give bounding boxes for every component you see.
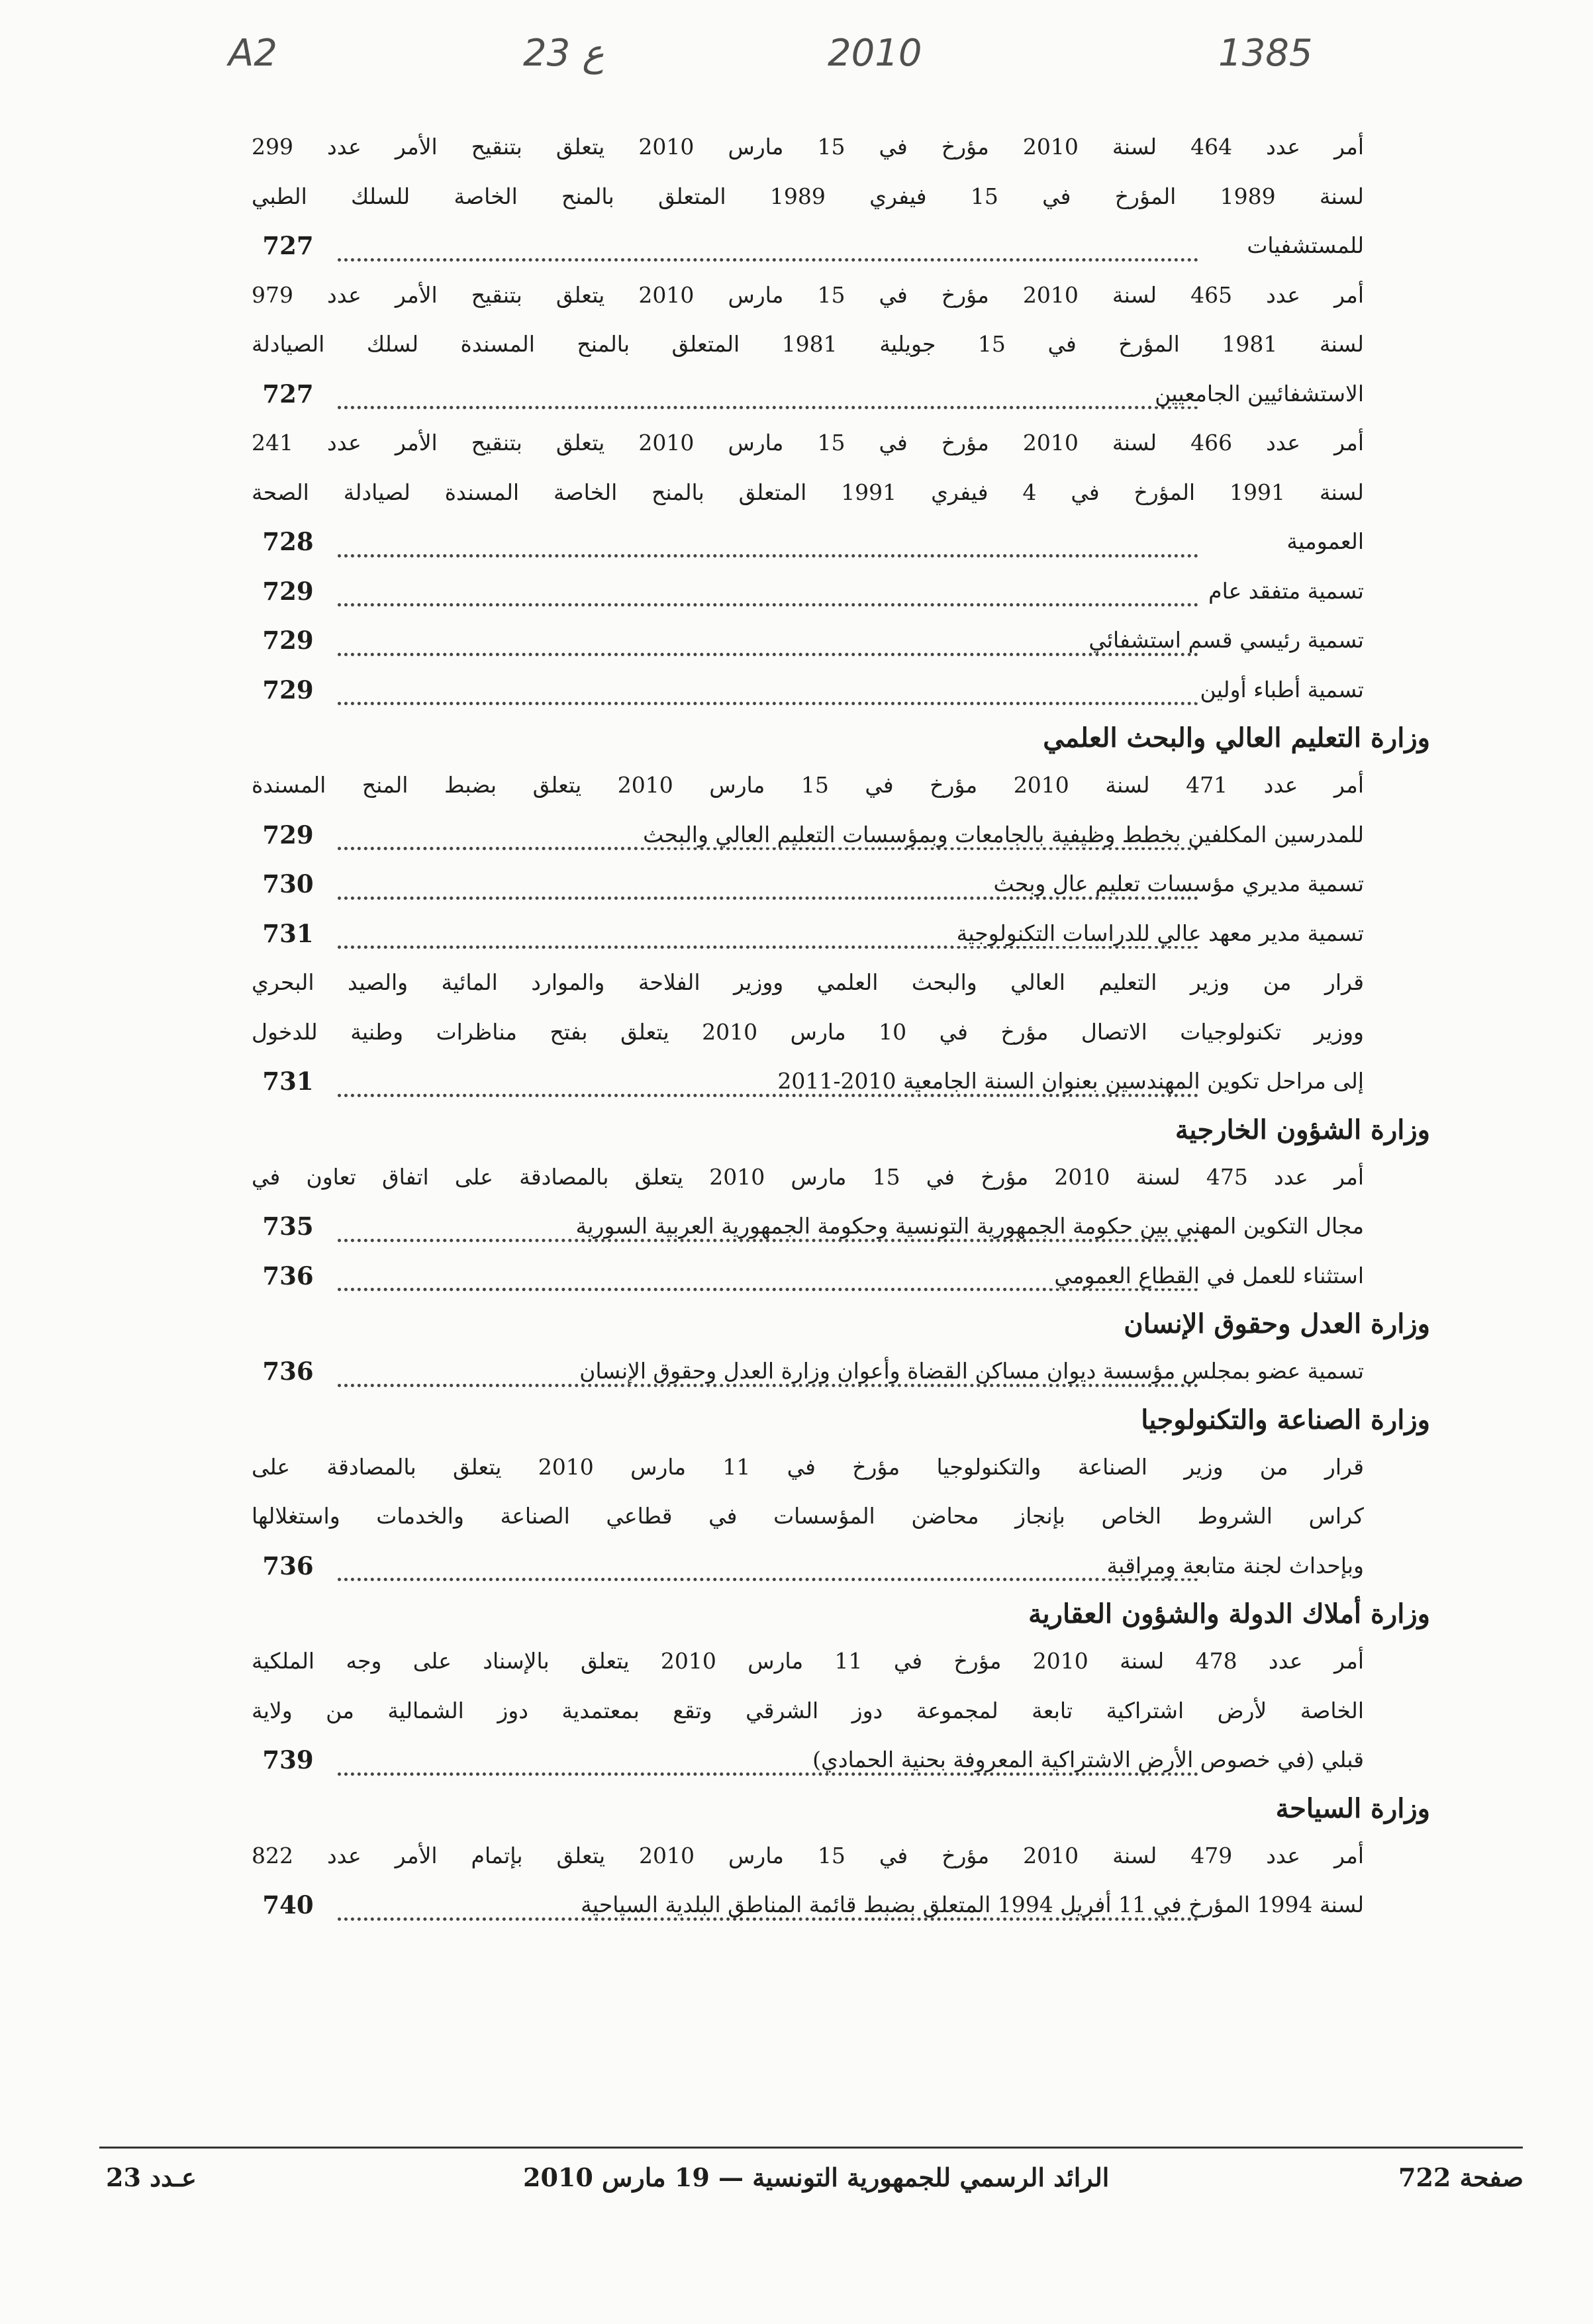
dot-leader [338, 896, 1198, 900]
toc-entry [252, 1347, 1364, 1396]
page-number: 729 [262, 820, 314, 849]
page-number: 731 [262, 918, 314, 948]
entry-line [252, 909, 1364, 959]
dot-leader [338, 1772, 1198, 1776]
entry-line: أمر عدد 464 لسنة 2010 مؤرخ في 15 مارس 2010 يتعلق بتنقيح الأمر عدد 299 [252, 134, 1364, 160]
section-title: وزارة التعليم العالي والبحث العلمي [1043, 722, 1430, 753]
entry-line [252, 369, 1364, 419]
dot-leader [338, 554, 1198, 557]
dot-leader [338, 1384, 1198, 1387]
footer-divider [99, 2147, 1523, 2149]
entry-line [252, 1202, 1364, 1251]
entry-line-text: إلى مراحل تكوين المهندسين بعنوان السنة الجامعية 2010-2011 [773, 1068, 1364, 1094]
entry-line [252, 1347, 1364, 1396]
entry-line-text: تسمية أطباء أولين [1196, 677, 1364, 702]
entry-line-text: تسمية رئيسي قسم استشفائي [1085, 627, 1364, 653]
entry-line-text: للمدرسين المكلفين بخطط وظيفية بالجامعات وبمؤسسات التعليم العالي والبحث [639, 822, 1364, 847]
page-number: 729 [262, 576, 314, 606]
page-number: 735 [262, 1212, 314, 1241]
entry-line: ووزير تكنولوجيات الاتصال مؤرخ في 10 مارس 2010 يتعلق بفتح مناظرات وطنية للدخول [252, 1018, 1364, 1045]
section-title: وزارة الصناعة والتكنولوجيا [1141, 1404, 1430, 1435]
entry-line-text: وبإحداث لجنة متابعة ومراقبة [1102, 1553, 1364, 1578]
page-number: 727 [262, 231, 314, 260]
page-number: 736 [262, 1551, 314, 1580]
toc-entry [252, 1443, 1364, 1591]
dot-leader [338, 702, 1198, 705]
entry-line [252, 1251, 1364, 1301]
footer-publication: الرائد الرسمي للجمهورية التونسية — 19 مارس 2010 [523, 2162, 1110, 2192]
entry-line-text: الاستشفائيين الجامعيين [1151, 381, 1364, 407]
entry-line-text: استثناء للعمل في القطاع العمومي [1050, 1263, 1364, 1288]
toc-entry [252, 665, 1364, 715]
entry-line [252, 1057, 1364, 1106]
entry-line-text: قبلي (في خصوص الأرض الاشتراكية المعروفة بحنية الحمادي) [808, 1747, 1364, 1772]
entry-line [252, 1735, 1364, 1785]
page-number: 736 [262, 1261, 314, 1290]
entry-line [252, 616, 1364, 665]
dot-leader [338, 1094, 1198, 1097]
page-number: 729 [262, 626, 314, 655]
entry-line-text: تسمية مدير معهد عالي للدراسات التكنولوجية [953, 920, 1364, 946]
footer-issue: عـدد 23 [106, 2162, 197, 2192]
toc-entry [252, 761, 1364, 859]
dot-leader [338, 1239, 1198, 1242]
dot-leader [338, 1578, 1198, 1581]
handwritten-note-a2: A2 [228, 32, 277, 75]
page-number: 729 [262, 675, 314, 704]
entry-line-text: تسمية متفقد عام [1204, 578, 1364, 604]
table-of-contents [252, 122, 1430, 1930]
handwritten-note-number: 1385 [1218, 32, 1313, 75]
entry-line-text: للمستشفيات [1243, 232, 1364, 258]
handwritten-note-year: 2010 [828, 32, 922, 75]
toc-entry [252, 859, 1364, 909]
page-number: 739 [262, 1745, 314, 1774]
entry-line: قرار من وزير التعليم العالي والبحث العلمي ووزير الفلاحة والموارد المائية والصيد البحري [252, 969, 1364, 995]
entry-line-text: تسمية عضو بمجلس مؤسسة ديوان مساكن القضاة وأعوان وزارة العدل وحقوق الإنسان [575, 1358, 1364, 1384]
toc-entry [252, 567, 1364, 616]
entry-line: أمر عدد 479 لسنة 2010 مؤرخ في 15 مارس 2010 يتعلق بإتمام الأمر عدد 822 [252, 1842, 1364, 1868]
entry-line: لسنة 1981 المؤرخ في 15 جويلية 1981 المتعلق بالمنح المسندة لسلك الصيادلة [252, 331, 1364, 357]
entry-line [252, 1880, 1364, 1930]
handwritten-note-issue: 23 ع [523, 32, 604, 75]
entry-line [252, 567, 1364, 616]
section-title: وزارة العدل وحقوق الإنسان [1124, 1308, 1430, 1339]
toc-entry [252, 1251, 1364, 1301]
entry-line [252, 221, 1364, 271]
entry-line-text: تسمية مديري مؤسسات تعليم عال وبحث [990, 871, 1364, 896]
dot-leader [338, 406, 1198, 409]
entry-line-text: لسنة 1994 المؤرخ في 11 أفريل 1994 المتعلق بضبط قائمة المناطق البلدية السياحية [577, 1892, 1364, 1917]
entry-line: كراس الشروط الخاص بإنجاز محاضن المؤسسات في قطاعي الصناعة والخدمات واستغلالها [252, 1503, 1364, 1529]
section-title: وزارة الشؤون الخارجية [1175, 1114, 1430, 1145]
entry-line: أمر عدد 471 لسنة 2010 مؤرخ في 15 مارس 2010 يتعلق بضبط المنح المسندة [252, 772, 1364, 798]
toc-entry [252, 958, 1364, 1106]
page-number: 740 [262, 1890, 314, 1919]
entry-line [252, 665, 1364, 715]
page-number: 728 [262, 527, 314, 556]
entry-line: أمر عدد 478 لسنة 2010 مؤرخ في 11 مارس 2010 يتعلق بالإسناد على وجه الملكية [252, 1648, 1364, 1674]
toc-entry [252, 1637, 1364, 1785]
toc-entry [252, 122, 1364, 271]
page-number: 727 [262, 379, 314, 409]
toc-entry [252, 1153, 1364, 1251]
entry-line [252, 810, 1364, 860]
page-number: 731 [262, 1067, 314, 1096]
entry-line-text: مجال التكوين المهني بين حكومة الجمهورية التونسية وحكومة الجمهورية العربية السورية [572, 1213, 1364, 1239]
entry-line [252, 859, 1364, 909]
entry-line: أمر عدد 475 لسنة 2010 مؤرخ في 15 مارس 2010 يتعلق بالمصادقة على اتفاق تعاون في [252, 1163, 1364, 1190]
entry-line: لسنة 1991 المؤرخ في 4 فيفري 1991 المتعلق بالمنح الخاصة المسندة لصيادلة الصحة [252, 479, 1364, 505]
toc-entry [252, 271, 1364, 419]
section-title: وزارة أملاك الدولة والشؤون العقارية [1028, 1598, 1430, 1629]
dot-leader [338, 653, 1198, 656]
entry-line-text: العمومية [1282, 528, 1364, 554]
footer-page-label: صفحة 722 [1398, 2162, 1523, 2192]
entry-line: لسنة 1989 المؤرخ في 15 فيفري 1989 المتعلق بالمنح الخاصة للسلك الطبي [252, 183, 1364, 209]
entry-line [252, 517, 1364, 567]
toc-entry [252, 909, 1364, 959]
toc-entry [252, 418, 1364, 567]
toc-entry [252, 616, 1364, 665]
dot-leader [338, 1917, 1198, 1921]
entry-line: أمر عدد 466 لسنة 2010 مؤرخ في 15 مارس 2010 يتعلق بتنقيح الأمر عدد 241 [252, 430, 1364, 456]
entry-line: أمر عدد 465 لسنة 2010 مؤرخ في 15 مارس 2010 يتعلق بتنقيح الأمر عدد 979 [252, 281, 1364, 308]
page-number: 730 [262, 869, 314, 898]
dot-leader [338, 258, 1198, 262]
section-title: وزارة السياحة [1275, 1792, 1430, 1824]
dot-leader [338, 603, 1198, 606]
entry-line: قرار من وزير الصناعة والتكنولوجيا مؤرخ في 11 مارس 2010 يتعلق بالمصادقة على [252, 1453, 1364, 1480]
toc-entry [252, 1831, 1364, 1930]
page-number: 736 [262, 1357, 314, 1386]
entry-line [252, 1541, 1364, 1591]
entry-line: الخاصة لأرض اشتراكية تابعة لمجموعة دوز الشرقي وتقع بمعتمدية دوز الشمالية من ولاية [252, 1697, 1364, 1723]
